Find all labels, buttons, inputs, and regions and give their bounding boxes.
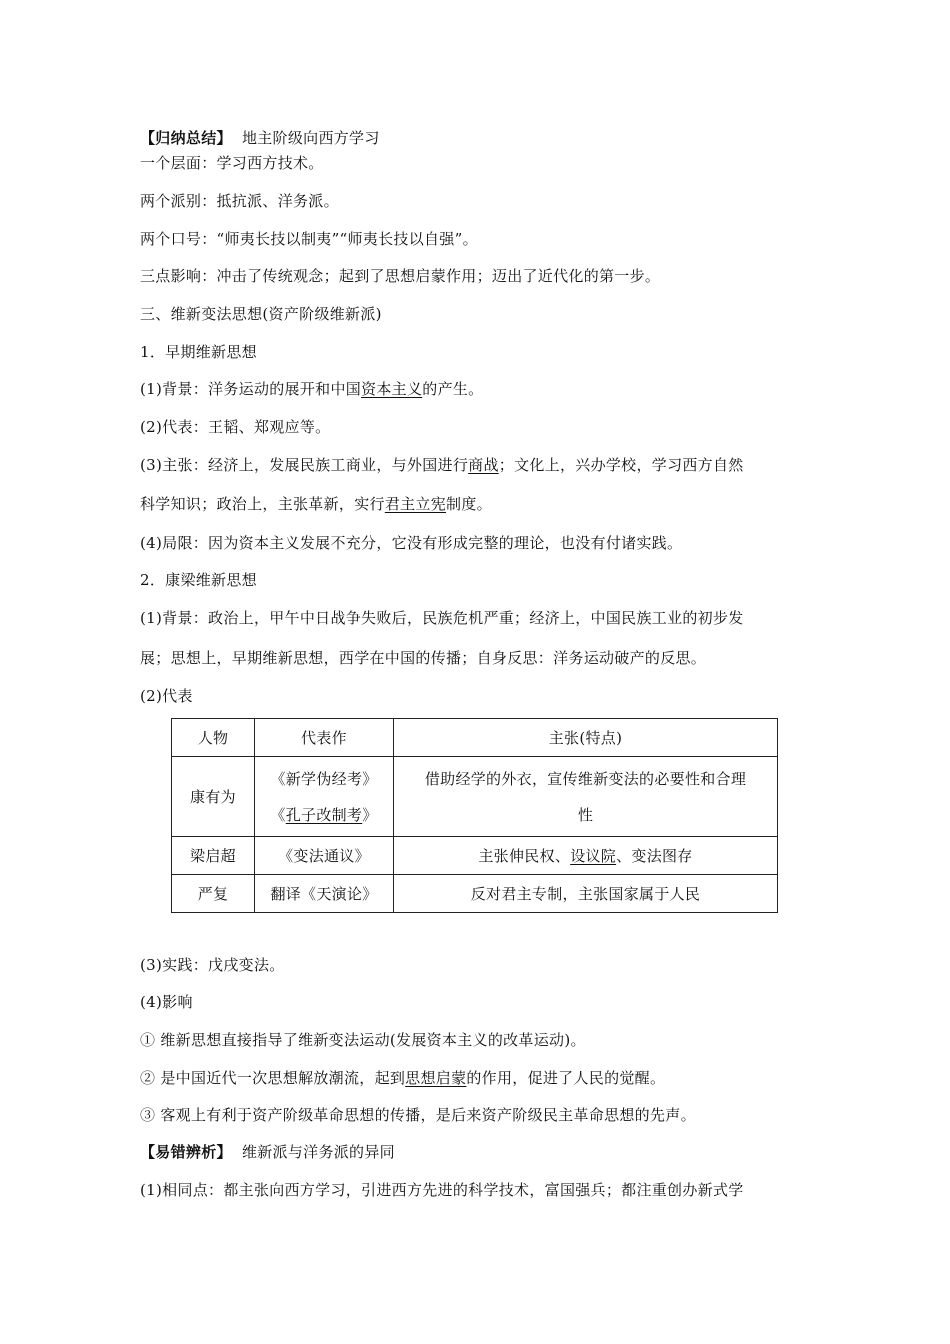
liang-claim-underlined: 设议院: [570, 847, 617, 865]
early-claims-1: [140, 455, 744, 475]
liang-claim-b: 、变法图存: [616, 847, 693, 865]
liang-claim-a: 主张伸民权、: [478, 847, 571, 865]
representatives-table: [171, 718, 778, 913]
cell-yan-claim: 反对君主专制，主张国家属于人民: [394, 875, 778, 913]
kang-claim-2: 性: [577, 805, 594, 824]
analysis-line-1: (1)相同点：都主张向西方学习，引进西方先进的科学技术，富国强兵；都注重创办新式学: [140, 1181, 744, 1199]
kangliang-background-2: 展；思想上，早期维新思想，西学在中国的传播；自身反思：洋务运动破产的反思。: [140, 649, 707, 667]
table-row: [172, 837, 778, 875]
analysis-heading: 【易错辨析】: [140, 1143, 232, 1161]
early-representatives: (2)代表：王韬、郑观应等。: [140, 418, 331, 436]
kang-claim-1: 借助经学的外衣，宣传维新变法的必要性和合理: [424, 769, 747, 788]
early-claims-text-c: 科学知识；政治上，主张革新，实行: [140, 495, 385, 513]
kangliang-background-1: (1)背景：政治上，甲午中日战争失败后，民族危机严重；经济上，中国民族工业的初步发: [140, 609, 744, 627]
summary-heading: 【归纳总结】: [140, 129, 232, 147]
kang-work-2: [261, 797, 387, 833]
table-header-claims: 主张(特点): [394, 719, 778, 757]
summary-line-2: 两个派别：抵抗派、洋务派。: [140, 192, 339, 210]
influence-item-1: ① 维新思想直接指导了维新变法运动(发展资本主义的改革运动)。: [140, 1031, 586, 1049]
early-background: [140, 379, 483, 399]
influence-item-3: ③ 客观上有利于资产阶级革命思想的传播，是后来资产阶级民主革命思想的先声。: [140, 1106, 696, 1124]
table-row: [172, 757, 778, 837]
analysis-title: 维新派与洋务派的异同: [241, 1143, 395, 1161]
table-row: [172, 875, 778, 913]
cell-kang-name: 康有为: [172, 757, 255, 837]
influence-2-text-b: 的作用，促进了人民的觉醒。: [466, 1069, 666, 1087]
cell-yan-work: 翻译《天演论》: [255, 875, 394, 913]
cell-liang-work: 《变法通议》: [255, 837, 394, 875]
early-claims-underlined-2: 君主立宪: [384, 495, 447, 513]
cell-kang-works: [255, 757, 394, 837]
table-header-works: 代表作: [255, 719, 394, 757]
influence-2-underlined: 思想启蒙: [405, 1069, 467, 1087]
early-claims-text-b: ；文化上，兴办学校，学习西方自然: [498, 456, 744, 474]
early-bg-text-end: 的产生。: [422, 380, 484, 398]
early-claims-text-a: (3)主张：经济上，发展民族工商业，与外国进行: [140, 456, 469, 474]
summary-line-1: 一个层面：学习西方技术。: [140, 154, 324, 172]
kangliang-practice: (3)实践：戊戌变法。: [140, 956, 285, 974]
table-header-row: [172, 719, 778, 757]
analysis-heading-line: [140, 1142, 395, 1162]
early-bg-text: (1)背景：洋务运动的展开和中国: [140, 380, 362, 398]
early-limitations: (4)局限：因为资本主义发展不充分，它没有形成完整的理论，也没有付诸实践。: [140, 534, 683, 552]
influence-2-text-a: ② 是中国近代一次思想解放潮流，起到: [140, 1069, 406, 1087]
early-claims-text-d: 制度。: [446, 495, 492, 513]
summary-line-3: 两个口号：“师夷长技以制夷”“师夷长技以自强”。: [140, 230, 478, 248]
kang-work-1: 《新学伪经考》: [270, 769, 378, 788]
cell-liang-name: 梁启超: [172, 837, 255, 875]
kangliang-representatives-label: (2)代表: [140, 687, 193, 705]
summary-heading-line: [140, 128, 380, 148]
early-title: 1．早期维新思想: [140, 343, 257, 361]
early-claims-underlined-1: 商战: [468, 456, 499, 474]
cell-yan-name: 严复: [172, 875, 255, 913]
early-claims-2: [140, 494, 492, 514]
section3-title: 三、维新变法思想(资产阶级维新派): [140, 305, 382, 323]
kang-work-2-close: 》: [362, 805, 378, 824]
kang-work-2-open: 《: [270, 805, 286, 824]
cell-kang-claim: [394, 757, 778, 837]
summary-line-4: 三点影响：冲击了传统观念；起到了思想启蒙作用；迈出了近代化的第一步。: [140, 267, 661, 285]
kangliang-title: 2．康梁维新思想: [140, 571, 257, 589]
kangliang-influence-label: (4)影响: [140, 993, 193, 1011]
kang-work-2-title: 孔子改制考: [285, 805, 363, 824]
cell-liang-claim: [394, 837, 778, 875]
table-header-person: 人物: [172, 719, 255, 757]
summary-title: 地主阶级向西方学习: [241, 129, 380, 147]
influence-item-2: [140, 1068, 665, 1088]
early-bg-underlined: 资本主义: [361, 380, 423, 398]
